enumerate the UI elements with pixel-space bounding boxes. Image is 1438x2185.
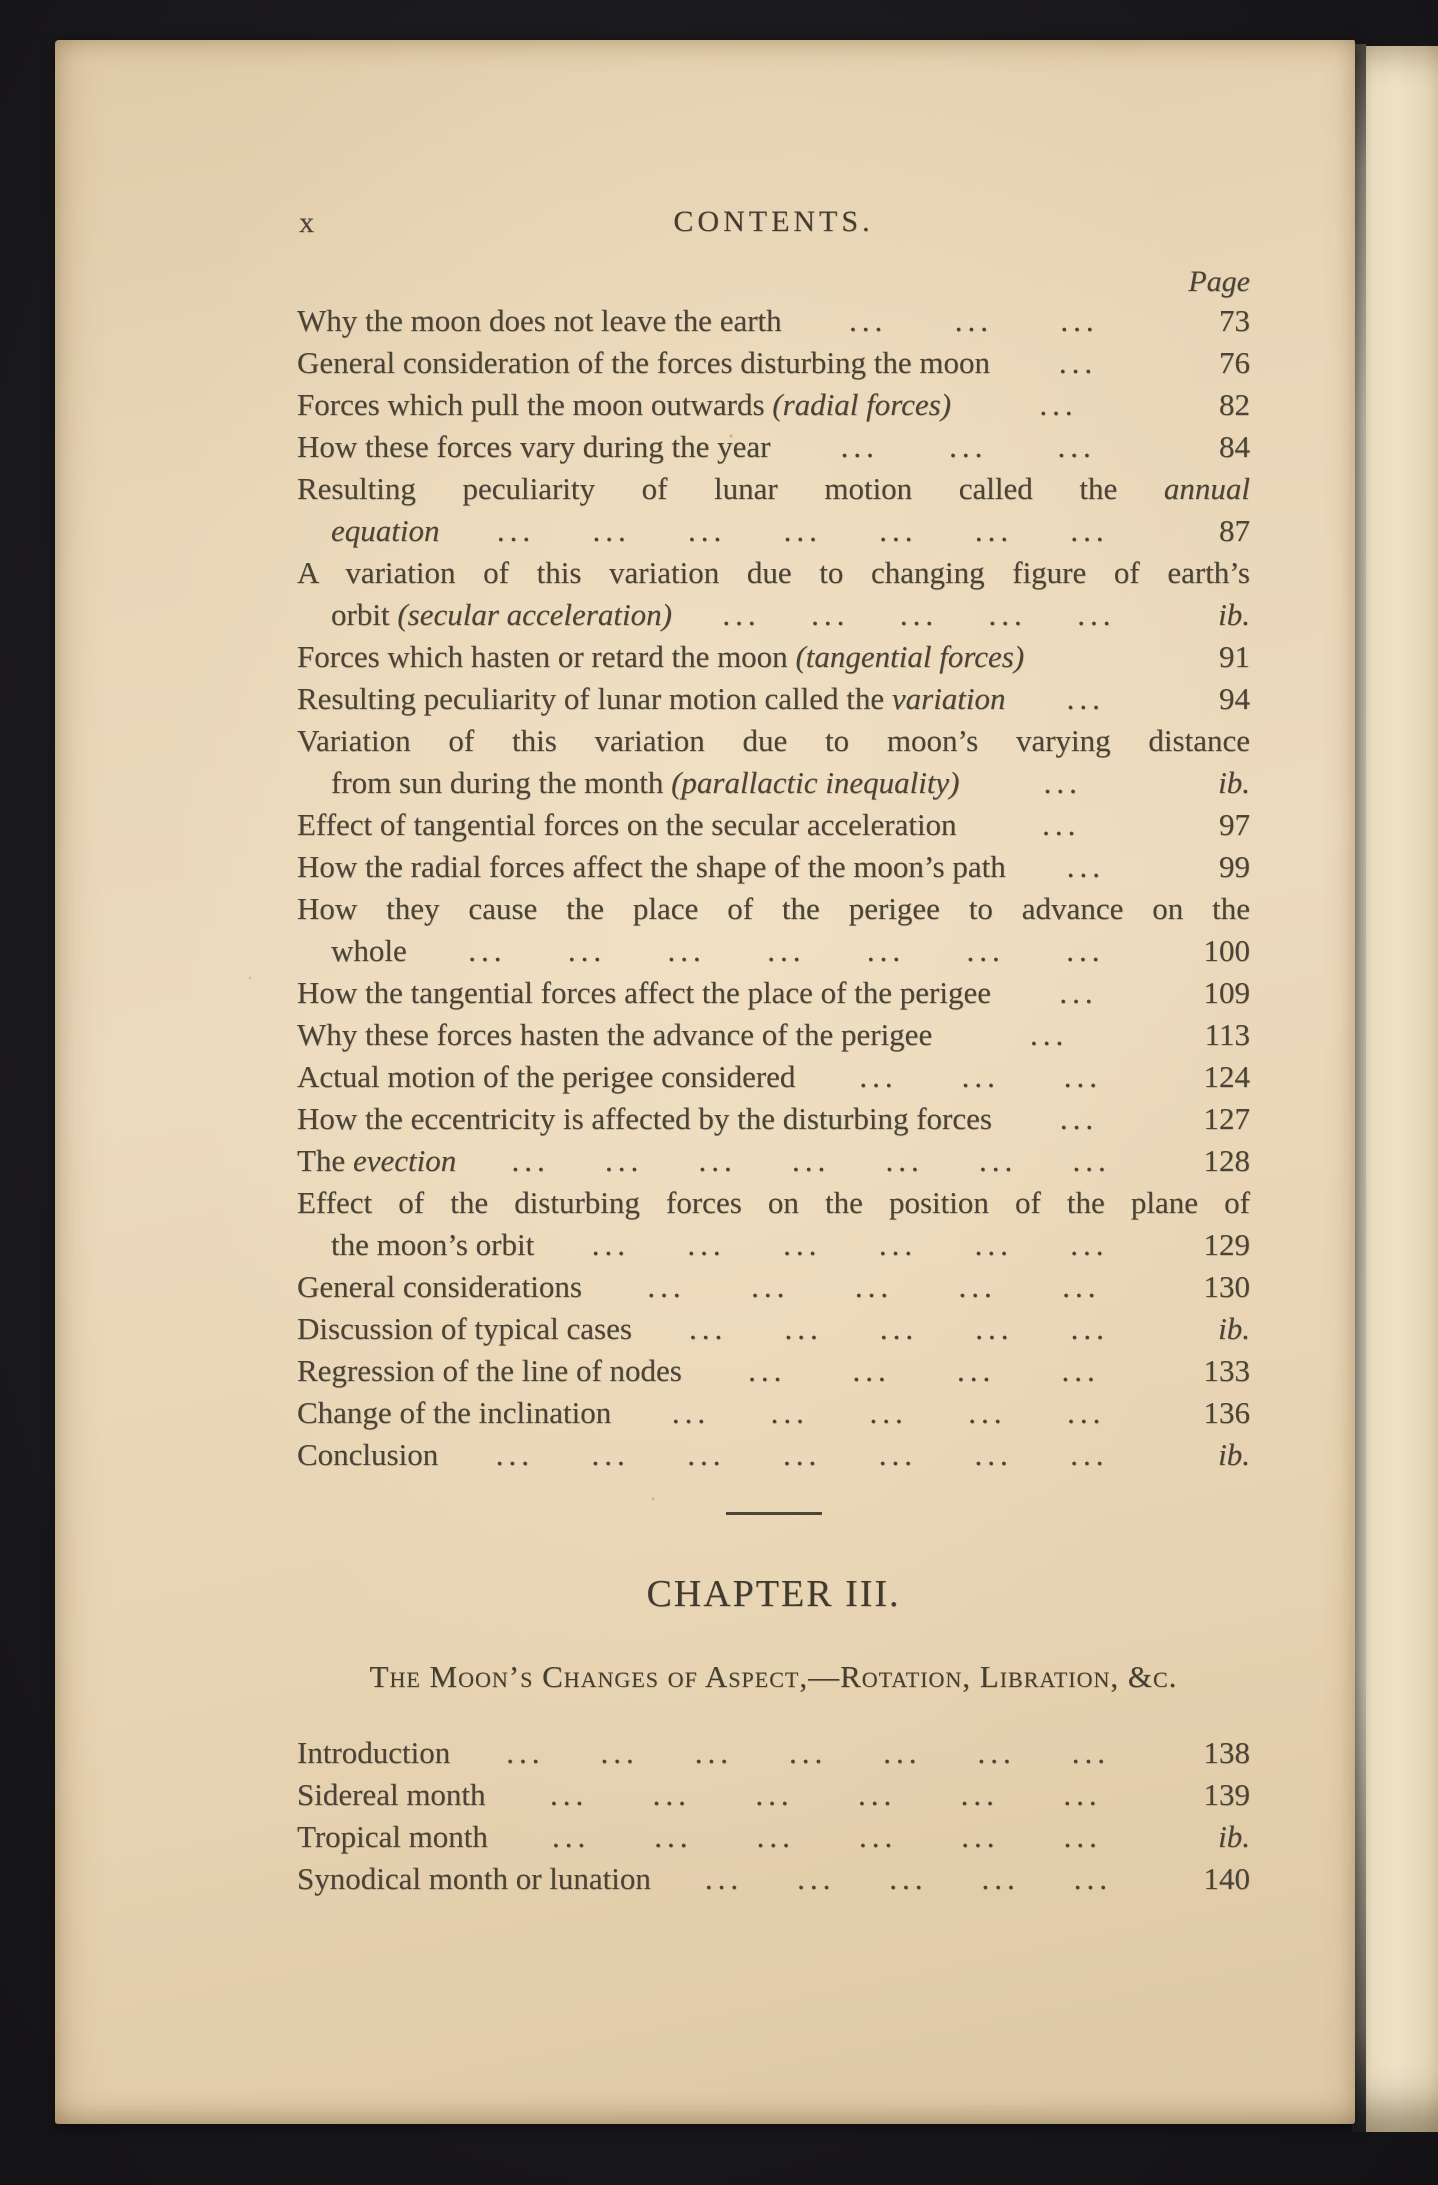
toc-entry-label xyxy=(297,555,1250,590)
toc-entry-text: the moon’s orbit xyxy=(331,1227,535,1262)
next-page-fore-edge xyxy=(1366,46,1438,2132)
toc-page-number: 73 xyxy=(1219,303,1250,338)
dot-leader-group: ... xyxy=(957,1353,996,1388)
dot-leader-group: ... xyxy=(1070,1227,1109,1262)
dot-leader-group: ... xyxy=(1066,681,1105,716)
toc-row xyxy=(297,678,1250,720)
dot-leader-group: ... xyxy=(978,1143,1018,1178)
dot-leader-group: ... xyxy=(704,1861,744,1896)
toc-entry-label xyxy=(297,1308,632,1350)
dot-leader-group: ... xyxy=(688,513,727,548)
toc-page-number: 138 xyxy=(1203,1735,1250,1770)
toc-entry-label xyxy=(297,384,951,426)
toc-entry-text: Forces which hasten or retard the moon xyxy=(297,639,796,674)
toc-page-number: 127 xyxy=(1203,1101,1250,1136)
toc-row xyxy=(297,300,1250,342)
dot-leader-group: ... xyxy=(1042,807,1081,842)
dot-leader-group: ... xyxy=(869,1395,908,1430)
dot-leader-group: ... xyxy=(1070,1311,1109,1346)
toc-entry-label xyxy=(297,1392,611,1434)
dot-leader xyxy=(770,426,1166,468)
toc-page-number: ib. xyxy=(1218,765,1250,800)
toc-row xyxy=(297,510,1250,552)
toc-entry-text: Sidereal month xyxy=(297,1777,486,1812)
toc-entry-text: Discussion of typical cases xyxy=(297,1311,632,1346)
toc-entry-label xyxy=(297,636,1024,678)
toc-entry-text: How they cause the place of the perigee to advance on the xyxy=(297,891,1250,926)
dot-leader-group: ... xyxy=(591,1227,630,1262)
toc-page-number: 82 xyxy=(1219,387,1250,422)
dot-leader-group: ... xyxy=(782,1437,822,1472)
toc-page-number: 139 xyxy=(1203,1777,1250,1812)
dot-leader-group: ... xyxy=(1066,933,1105,968)
toc-entry-label xyxy=(297,1434,438,1476)
dot-leader-group: ... xyxy=(981,1861,1020,1896)
dot-leader-group: ... xyxy=(954,303,993,338)
dot-leader-group: ... xyxy=(1059,1101,1099,1136)
toc-page-number: 100 xyxy=(1203,933,1250,968)
toc-row xyxy=(297,1392,1250,1434)
dot-leader-group: ... xyxy=(879,513,918,548)
dot-leader xyxy=(672,594,1166,636)
dot-leader-group: ... xyxy=(789,1735,828,1770)
toc-page-number: 76 xyxy=(1219,345,1250,380)
dot-leader-group: ... xyxy=(592,513,631,548)
dot-leader-group: ... xyxy=(958,1269,997,1304)
toc-entry-text: whole xyxy=(331,933,407,968)
toc-entry-text: Synodical month or lunation xyxy=(297,1861,651,1896)
dot-leader-group: ... xyxy=(1071,1735,1110,1770)
toc-entry-text: equation xyxy=(331,513,440,548)
toc-row xyxy=(297,1434,1250,1476)
toc-entry-label xyxy=(297,1266,582,1308)
dot-leader xyxy=(1006,678,1166,720)
toc-entry-label xyxy=(297,804,957,846)
toc-page-number: 130 xyxy=(1203,1269,1250,1304)
toc-row xyxy=(297,594,1250,636)
toc-page-number: 94 xyxy=(1219,681,1250,716)
toc-row xyxy=(297,1266,1250,1308)
toc-entry-label xyxy=(297,972,991,1014)
dot-leader-group: ... xyxy=(784,1311,823,1346)
toc-entry-label xyxy=(297,1185,1250,1220)
dot-leader xyxy=(1006,846,1166,888)
dot-leader-group: ... xyxy=(495,1437,534,1472)
dot-leader-group: ... xyxy=(852,1353,891,1388)
dot-leader-group: ... xyxy=(1039,387,1078,422)
toc-page-number: 91 xyxy=(1219,639,1250,674)
toc-entry-text: Introduction xyxy=(297,1735,451,1770)
dot-leader xyxy=(932,1014,1166,1056)
dot-leader-group: ... xyxy=(1063,1777,1102,1812)
dot-leader-group: ... xyxy=(977,1735,1016,1770)
toc-entry-text: Resulting peculiarity of lunar motion called the xyxy=(297,681,892,716)
toc-page-number: 140 xyxy=(1203,1861,1250,1896)
toc-entry-text: Variation of this variation due to moon’s varying distance xyxy=(297,723,1250,758)
toc-entry-text: General consideration of the forces disturbing the moon xyxy=(297,345,990,380)
dot-leader-group: ... xyxy=(647,1269,686,1304)
toc-entry-text: General considerations xyxy=(297,1269,582,1304)
toc-entry-text: Change of the inclination xyxy=(297,1395,612,1430)
chapter-toc-list xyxy=(297,1732,1250,1900)
toc-row xyxy=(297,426,1250,468)
dot-leader-group: ... xyxy=(849,303,888,338)
toc-entry-label xyxy=(297,1098,992,1140)
dot-leader-group: ... xyxy=(885,1143,924,1178)
toc-entry-label xyxy=(331,1224,534,1266)
toc-entry-text: Effect of tangential forces on the secular acceleration xyxy=(297,807,957,842)
toc-entry-label xyxy=(297,1140,456,1182)
toc-page-number: 109 xyxy=(1203,975,1250,1010)
dot-leader-group: ... xyxy=(1061,1353,1100,1388)
dot-leader-group: ... xyxy=(1063,1819,1102,1854)
toc-entry-text: (tangential forces) xyxy=(795,639,1025,674)
dot-leader xyxy=(782,300,1166,342)
dot-leader-group: ... xyxy=(667,933,706,968)
dot-leader-group: ... xyxy=(889,1861,928,1896)
toc-row xyxy=(297,636,1250,678)
dot-leader xyxy=(951,384,1166,426)
dot-leader-group: ... xyxy=(879,1311,919,1346)
dot-leader-group: ... xyxy=(687,1437,726,1472)
dot-leader xyxy=(488,1816,1166,1858)
dot-leader-group: ... xyxy=(878,1227,918,1262)
dot-leader-group: ... xyxy=(755,1777,794,1812)
toc-entry-label xyxy=(331,510,440,552)
dot-leader-group: ... xyxy=(591,1437,630,1472)
dot-leader-group: ... xyxy=(974,1227,1013,1262)
dot-leader xyxy=(632,1308,1166,1350)
toc-entry-text: Conclusion xyxy=(297,1437,439,1472)
toc-entry-text: How the eccentricity is affected by the disturbing forces xyxy=(297,1101,992,1136)
toc-page-number: 97 xyxy=(1219,807,1250,842)
toc-entry-text: evection xyxy=(352,1143,457,1178)
dot-leader xyxy=(438,1434,1166,1476)
dot-leader xyxy=(534,1224,1166,1266)
toc-entry-text: A variation of this variation due to changing figure of earth’s xyxy=(297,555,1250,590)
toc-entry-text: (parallactic inequality) xyxy=(671,765,960,800)
toc-entry-label xyxy=(297,1816,488,1858)
toc-entry-label xyxy=(297,678,1006,720)
toc-entry-text: annual xyxy=(1163,471,1250,506)
chapter-subtitle: The Moon’s Changes of Aspect,—Rotation, Libration, &c. xyxy=(369,1659,1178,1694)
toc-entry-text: Forces which pull the moon outwards xyxy=(297,387,773,422)
toc-entry-text: Actual motion of the perigee considered xyxy=(297,1059,796,1094)
toc-entry-text: Regression of the line of nodes xyxy=(297,1353,682,1388)
dot-leader xyxy=(486,1774,1166,1816)
dot-leader-group: ... xyxy=(960,1777,999,1812)
dot-leader-group: ... xyxy=(1060,303,1099,338)
toc-entry-label xyxy=(331,762,960,804)
toc-list xyxy=(297,300,1250,1476)
dot-leader-group: ... xyxy=(961,1819,1000,1854)
dot-leader-group: ... xyxy=(968,1395,1007,1430)
dot-leader-group: ... xyxy=(770,1395,809,1430)
toc-entry-text: Why the moon does not leave the earth xyxy=(297,303,782,338)
dot-leader-group: ... xyxy=(654,1819,693,1854)
dot-leader-group: ... xyxy=(496,513,536,548)
dot-leader-group: ... xyxy=(1043,765,1082,800)
dot-leader-group: ... xyxy=(783,1227,822,1262)
book-page xyxy=(55,40,1355,2124)
dot-leader-group: ... xyxy=(975,1311,1014,1346)
toc-entry-label xyxy=(297,471,1250,506)
dot-leader-group: ... xyxy=(1057,429,1096,464)
dot-leader-group: ... xyxy=(551,1819,591,1854)
dot-leader-group: ... xyxy=(840,429,879,464)
dot-leader-group: ... xyxy=(1066,849,1105,884)
toc-entry-label xyxy=(297,342,990,384)
toc-page-number: 113 xyxy=(1204,1017,1250,1052)
dot-leader-group: ... xyxy=(899,597,939,632)
toc-row xyxy=(297,1098,1250,1140)
dot-leader xyxy=(582,1266,1166,1308)
toc-entry-label xyxy=(297,891,1250,926)
dot-leader-group: ... xyxy=(1070,1437,1109,1472)
dot-leader-group: ... xyxy=(1070,513,1109,548)
toc-entry-label xyxy=(297,426,770,468)
toc-entry-text: from sun during the month xyxy=(331,765,672,800)
dot-leader-group: ... xyxy=(797,1861,836,1896)
dot-leader-group: ... xyxy=(722,597,761,632)
dot-leader-group: ... xyxy=(949,429,988,464)
toc-entry-label xyxy=(297,1732,450,1774)
dot-leader-group: ... xyxy=(1077,597,1116,632)
toc-page-number: ib. xyxy=(1218,1311,1250,1346)
toc-row xyxy=(297,384,1250,426)
dot-leader-group: ... xyxy=(1063,1059,1103,1094)
dot-leader-group: ... xyxy=(988,597,1027,632)
toc-entry-label xyxy=(297,723,1250,758)
dot-leader-group: ... xyxy=(567,933,607,968)
dot-leader-group: ... xyxy=(1072,1143,1111,1178)
toc-entry-label xyxy=(297,846,1006,888)
dot-leader xyxy=(795,1056,1166,1098)
toc-entry-text: How the radial forces affect the shape of the moon’s path xyxy=(297,849,1006,884)
toc-row xyxy=(297,888,1250,930)
dot-leader xyxy=(651,1858,1166,1900)
dot-leader-group: ... xyxy=(600,1735,639,1770)
toc-row xyxy=(297,1350,1250,1392)
dot-leader-group: ... xyxy=(604,1143,644,1178)
toc-row xyxy=(297,1816,1250,1858)
toc-page-number: 129 xyxy=(1203,1227,1250,1262)
toc-page-number: 136 xyxy=(1203,1395,1250,1430)
toc-entry-text: (radial forces) xyxy=(772,387,952,422)
toc-page-number: 99 xyxy=(1219,849,1250,884)
dot-leader-group: ... xyxy=(878,1437,917,1472)
toc-row xyxy=(297,720,1250,762)
toc-entry-text: How these forces vary during the year xyxy=(297,429,771,464)
dot-leader xyxy=(682,1350,1166,1392)
dot-leader xyxy=(450,1732,1166,1774)
dot-leader-group: ... xyxy=(689,1311,728,1346)
toc-entry-text: orbit xyxy=(331,597,398,632)
dot-leader xyxy=(960,762,1166,804)
dot-leader-group: ... xyxy=(1059,975,1098,1010)
dot-leader xyxy=(456,1140,1166,1182)
toc-entry-text: Why these forces hasten the advance of the perigee xyxy=(297,1017,933,1052)
toc-page-number: ib. xyxy=(1218,1437,1250,1472)
toc-row xyxy=(297,468,1250,510)
toc-row xyxy=(297,1140,1250,1182)
dot-leader xyxy=(992,1098,1166,1140)
toc-row xyxy=(297,804,1250,846)
toc-page-number: ib. xyxy=(1218,1819,1250,1854)
toc-page-number: 128 xyxy=(1203,1143,1250,1178)
dot-leader-group: ... xyxy=(694,1735,733,1770)
dot-leader-group: ... xyxy=(974,1437,1013,1472)
toc-row xyxy=(297,1224,1250,1266)
dot-leader-group: ... xyxy=(748,1353,787,1388)
dot-leader-group: ... xyxy=(974,513,1014,548)
dot-leader-group: ... xyxy=(751,1269,790,1304)
toc-entry-text: The xyxy=(297,1143,353,1178)
dot-leader-group: ... xyxy=(687,1227,726,1262)
toc-row xyxy=(297,846,1250,888)
toc-page-number: 84 xyxy=(1219,429,1250,464)
dot-leader-group: ... xyxy=(858,1819,898,1854)
toc-entry-label xyxy=(297,300,782,342)
dot-leader-group: ... xyxy=(1058,345,1098,380)
toc-page-number: 87 xyxy=(1219,513,1250,548)
dot-leader-group: ... xyxy=(961,1059,1000,1094)
dot-leader-group: ... xyxy=(756,1819,795,1854)
toc-row xyxy=(297,1182,1250,1224)
dot-leader-group: ... xyxy=(1067,1395,1106,1430)
contents-heading: CONTENTS. xyxy=(673,205,874,238)
toc-entry-label xyxy=(331,594,672,636)
toc-row xyxy=(297,972,1250,1014)
dot-leader-group: ... xyxy=(671,1395,711,1430)
toc-page-number: 124 xyxy=(1203,1059,1250,1094)
dot-leader xyxy=(990,342,1166,384)
toc-entry-label xyxy=(297,1858,651,1900)
dot-leader-group: ... xyxy=(506,1735,545,1770)
dot-leader-group: ... xyxy=(811,597,850,632)
chapter-heading: CHAPTER III. xyxy=(646,1573,901,1615)
dot-leader xyxy=(991,972,1166,1014)
dot-leader xyxy=(611,1392,1166,1434)
toc-entry-label xyxy=(331,930,407,972)
dot-leader-group: ... xyxy=(883,1735,922,1770)
toc-entry-text: How the tangential forces affect the place of the perigee xyxy=(297,975,992,1010)
dot-leader-group: ... xyxy=(767,933,806,968)
dot-leader-group: ... xyxy=(1029,1017,1069,1052)
toc-row xyxy=(297,1774,1250,1816)
toc-entry-text: (secular acceleration) xyxy=(397,597,672,632)
dot-leader-group: ... xyxy=(859,1059,898,1094)
toc-row xyxy=(297,1056,1250,1098)
toc-entry-label xyxy=(297,1350,682,1392)
dot-leader-group: ... xyxy=(468,933,507,968)
dot-leader-group: ... xyxy=(783,513,822,548)
toc-entry-label xyxy=(297,1774,486,1816)
toc-row xyxy=(297,552,1250,594)
folio-page-number: x xyxy=(299,206,314,239)
toc-entry-text: variation xyxy=(891,681,1006,716)
dot-leader-group: ... xyxy=(857,1777,897,1812)
toc-page-number: 133 xyxy=(1203,1353,1250,1388)
dot-leader-group: ... xyxy=(549,1777,589,1812)
dot-leader-group: ... xyxy=(1073,1861,1112,1896)
dot-leader xyxy=(440,510,1167,552)
toc-row xyxy=(297,1308,1250,1350)
toc-entry-text: Effect of the disturbing forces on the position of the plane of xyxy=(297,1185,1250,1220)
dot-leader xyxy=(407,930,1166,972)
dot-leader-group: ... xyxy=(791,1143,831,1178)
toc-row xyxy=(297,342,1250,384)
toc-row xyxy=(297,1014,1250,1056)
toc-page-number: ib. xyxy=(1218,597,1250,632)
page-column-label: Page xyxy=(1188,265,1250,298)
dot-leader xyxy=(957,804,1166,846)
toc-entry-text: Resulting peculiarity of lunar motion called the xyxy=(297,471,1164,506)
section-divider xyxy=(726,1512,822,1515)
toc-row xyxy=(297,1732,1250,1774)
dot-leader-group: ... xyxy=(652,1777,691,1812)
dot-leader-group: ... xyxy=(854,1269,894,1304)
toc-row xyxy=(297,930,1250,972)
toc-entry-label xyxy=(297,1056,795,1098)
dot-leader-group: ... xyxy=(1062,1269,1101,1304)
dot-leader-group: ... xyxy=(698,1143,737,1178)
dot-leader-group: ... xyxy=(511,1143,550,1178)
toc-entry-label xyxy=(297,1014,932,1056)
toc-row xyxy=(297,1858,1250,1900)
dot-leader-group: ... xyxy=(966,933,1005,968)
toc-entry-text: Tropical month xyxy=(297,1819,488,1854)
toc-row xyxy=(297,762,1250,804)
dot-leader-group: ... xyxy=(866,933,906,968)
